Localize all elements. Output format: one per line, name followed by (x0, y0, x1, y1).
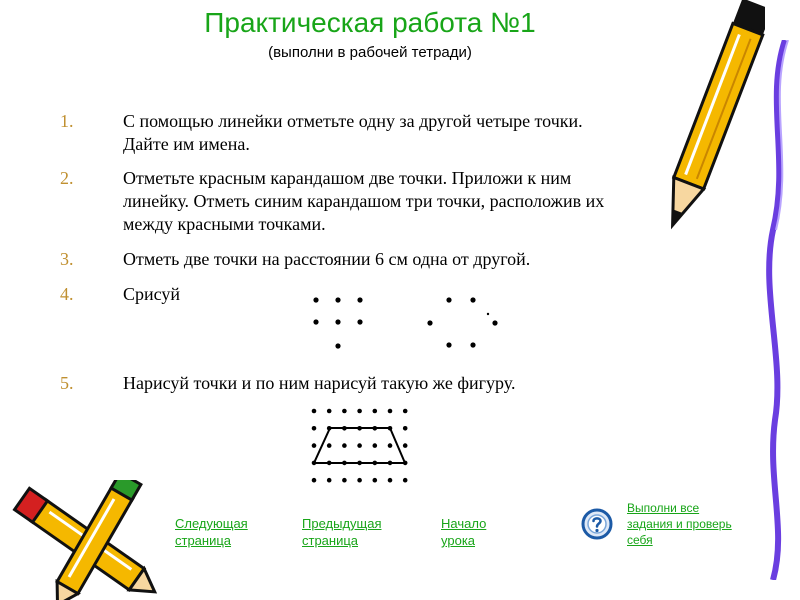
ribbon-decoration-icon (755, 40, 800, 580)
grid-dot (357, 409, 362, 414)
task-line: линейку. Отметь синим карандашом три точки, расположив их (123, 191, 605, 211)
link-line: Следующая (175, 516, 248, 531)
grid-dot (373, 409, 378, 414)
grid-dot (312, 426, 317, 431)
task-number: 4. (60, 284, 74, 304)
grid-dot (342, 478, 347, 483)
task-text (123, 167, 713, 236)
grid-dot (403, 409, 408, 414)
grid-dot (312, 478, 317, 483)
next-page-link[interactable] (175, 515, 275, 549)
task-line: Дайте им имена. (123, 134, 250, 154)
link-line: урока (441, 533, 476, 548)
task-number: 5. (60, 373, 74, 393)
page-subtitle: (выполни в рабочей тетради) (268, 44, 472, 61)
grid-dot (342, 443, 347, 448)
task-line: С помощью линейки отметьте одну за другой четыре точки. (123, 111, 583, 131)
grid-dot (403, 426, 408, 431)
grid-dot (388, 409, 393, 414)
task-text (123, 248, 713, 271)
page-title: Практическая работа №1 (204, 7, 536, 38)
grid-dot (327, 478, 332, 483)
task-line: Срисуй (123, 284, 181, 304)
crayons-illustration-icon (0, 480, 160, 600)
grid-dot (342, 409, 347, 414)
task-number: 2. (60, 168, 74, 188)
link-line: страница (175, 533, 232, 548)
grid-dot (373, 443, 378, 448)
check-yourself-link[interactable] (627, 500, 757, 548)
question-mark-icon[interactable] (581, 508, 613, 540)
previous-page-link[interactable] (302, 515, 412, 549)
grid-dot (388, 478, 393, 483)
lesson-start-link[interactable] (441, 515, 511, 549)
grid-dot (373, 478, 378, 483)
grid-dot (312, 443, 317, 448)
dot-pattern-grid (300, 285, 380, 360)
grid-dot (357, 478, 362, 483)
task-text (123, 110, 713, 156)
grid-dot (403, 443, 408, 448)
link-line: Предыдущая (302, 516, 382, 531)
task-line: между красными точками. (123, 214, 326, 234)
link-line: Начало (441, 516, 487, 531)
task-text (123, 372, 713, 395)
dot-grid-trapezoid (300, 400, 410, 485)
task-line: Отметь две точки на расстоянии 6 см одна от другой. (123, 249, 531, 269)
link-line: себя (627, 533, 653, 547)
grid-dot (403, 478, 408, 483)
task-number: 1. (60, 111, 74, 131)
task-number: 3. (60, 249, 74, 269)
link-line: Выполни все (627, 501, 700, 515)
task-text (123, 283, 713, 306)
pencil-illustration-icon (655, 0, 765, 250)
grid-dot (327, 409, 332, 414)
grid-dot (312, 409, 317, 414)
grid-dot (388, 443, 393, 448)
link-line: страница (302, 533, 359, 548)
task-line: Отметьте красным карандашом две точки. Приложи к ним (123, 168, 572, 188)
link-line: задания и проверь (627, 517, 732, 531)
dot-pattern-ring (420, 285, 510, 360)
grid-dot (357, 443, 362, 448)
grid-dot (327, 443, 332, 448)
task-line: Нарисуй точки и по ним нарисуй такую же фигуру. (123, 373, 516, 393)
